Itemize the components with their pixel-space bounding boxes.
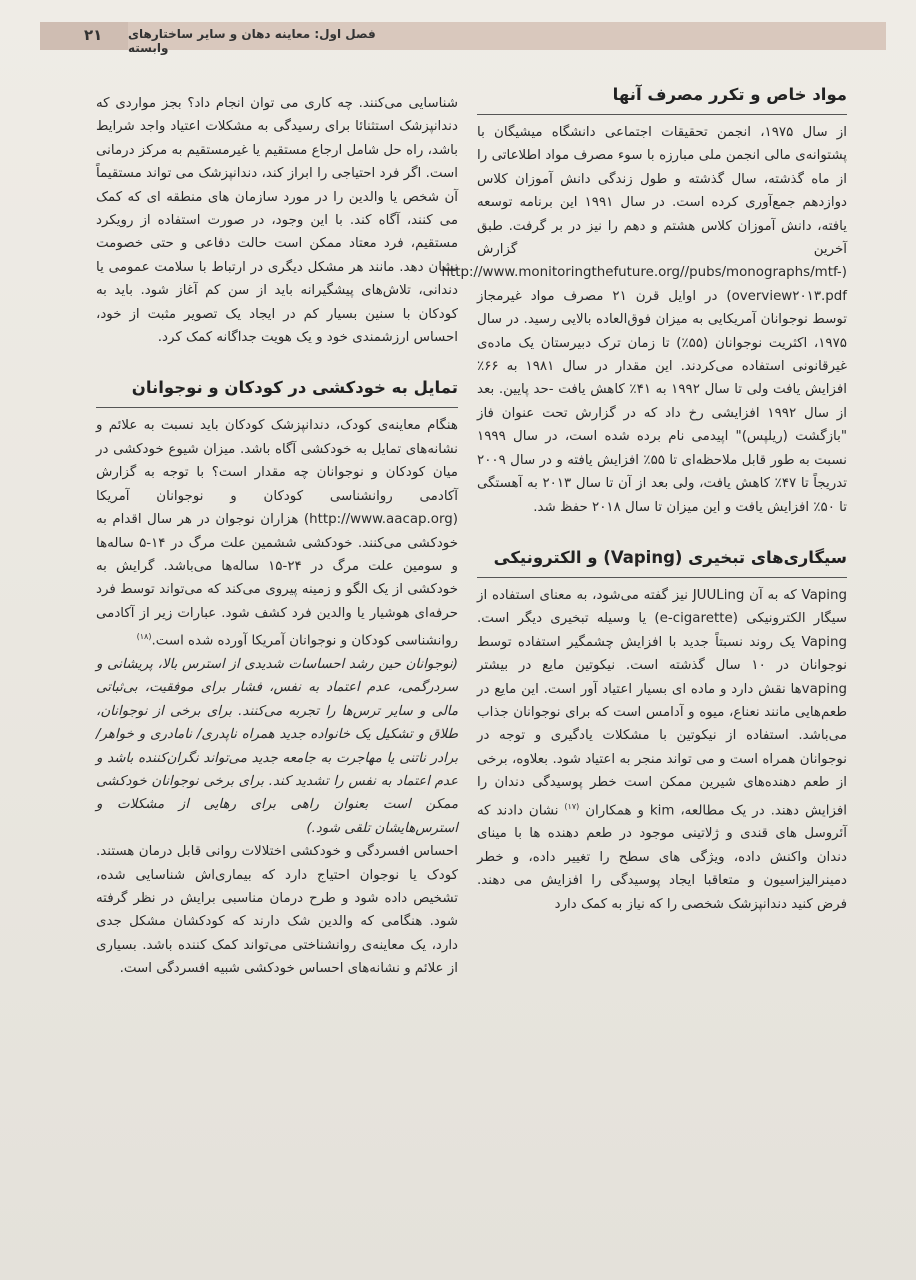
vaping-text-a: Vaping که به آن JUULing نیز گفته می‌شود، به معنای استفاده از سیگار الکترونیکی (e-cigarette) یا وسیله تبخیری دیگر است. Vaping یک روند نسبتاً جدید با افزایش چشمگیر استفاده توسط نوجوانان در ۱۰ سال گذشته است. نیکوتین مایع در بیشتر vapingها نقش دارد و ماده ای بسیار اعتیاد آور است. این مایع در طعم‌هایی مانند نعناع، میوه و آدامس است که برای نوجوانان جذاب می‌باشد. استفاده از نیکوتین با مشکلات یادگیری و توجه در نوجوانان همراه است و می تواند منجر به اعتیاد شود. بعلاوه، برخی از طعم دهنده‌های شیرین ممکن است خطر پوسیدگی دندان را افزایش دهند. در یک مطالعه، kim و همکاران <box>477 587 847 819</box>
paragraph-intro: شناسایی می‌کنند. چه کاری می توان انجام داد؟ بجز مواردی که دندانپزشک استثنائا برای رسیدگی به مشکلات اعتیاد واجد شرایط باشد، راه حل شامل ارجاع مستقیم یا غیرمستقیم به مرکز درمانی است. اگر فرد احتیاجی را ابراز کند، دندانپزشک می تواند مستقیماً آن شخص یا والدین را در مورد سازمان های منطقه ای که کمک می کنند، آگاه کند. با این وجود، در صورت استفاده از رویکرد مستقیم، فرد معتاد ممکن است حالت دفاعی و حتی خصومت نشان دهد. مانند هر مشکل دیگری در ارتباط با سلامت عمومی یا دندانی، تلاش‌های پیشگیرانه باید از سن کم آغاز شود. باید به کودکان با سنین بسیار کم در ایجاد یک تصویر مثبت از خود، احساس ارزشمندی خود و یک هویت جداگانه کمک کرد. <box>96 96 458 346</box>
reference-18: (۱۸) <box>136 632 152 642</box>
section-title-vaping: سیگاری‌های تبخیری (Vaping) و الکترونیکی <box>477 545 847 578</box>
suicide-text: هنگام معاینه‌ی کودک، دندانپزشک کودکان باید نسبت به علائم و نشانه‌های تمایل به خودکشی آگاه باشد. میزان شیوع خودکشی در میان کودکان و نوجوانان چه مقدار است؟ با توجه به گزارش آکادمی روانشناسی کودکان و نوجوانان آمریکا (http://www.aacap.org) هزاران نوجوان در هر سال اقدام به خودکشی می‌کنند. خودکشی ششمین علت مرگ در ۱۴-۵ ساله‌ها و سومین علت مرگ در ۲۴-۱۵ ساله‌ها می‌باشد. گرایش به خودکشی از یک الگو و زمینه پیروی می‌کند که می‌تواند توسط فرد حرفه‌ای هوشیار یا والدین فرد کشف شود. عبارات زیر از آکادمی روانشناسی کودکان و نوجوانان آمریکا آورده شده است. <box>96 418 459 649</box>
section-title-substances: مواد خاص و تکرر مصرف آنها <box>477 82 847 115</box>
right-column <box>441 82 848 916</box>
paragraph-closing: احساس افسردگی و خودکشی اختلالات روانی قابل درمان هستند. کودک یا نوجوان احتیاج دارد که بیماری‌اش شناسایی شده، تشخیص داده شود و طرح درمان مناسبی برایش در نظر گرفته شود. هنگامی که والدین شک دارند که کودکشان مشکل جدی دارد، یک معاینه‌ی روانشناختی می‌تواند کمک کننده باشد. بسیاری از علائم و نشانه‌های احساس خودکشی شبیه افسردگی است. <box>96 844 458 977</box>
left-column <box>96 92 458 981</box>
chapter-title: فصل اول: معاینه دهان و سایر ساختارهای وابسته <box>128 27 376 55</box>
paragraph-vaping <box>477 584 847 916</box>
vaping-text-b: نشان دادند که آئروسل های قندی و ژلاتینی موجود در طعم دهنده ها با مینای دندان واکنش داده، ویژگی های سطح را تغییر داده، و خطر دمینرالیزاسیون و متعاقبا ایجاد پوسیدگی را افزایش می دهند. فرض کنید دندانپزشک شخصی را که نیاز به کمک دارد <box>477 803 847 912</box>
paragraph-substances: از سال ۱۹۷۵، انجمن تحقیقات اجتماعی دانشگاه میشیگان با پشتوانه‌ی مالی انجمن ملی مبارزه با سوء مصرف مواد اطلاعاتی را از ماه گذشته، سال گذشته و طول زندگی دانش آموزان کلاس دوازدهم جمع‌آوری کرده است. در سال ۱۹۹۱ این برنامه توسعه یافته، دانش آموزان کلاس هشتم و دهم را نیز در بر گرفت. طبق آخرین گزارش (http://www.monitoringthefuture.org//pubs/monographs/mtf-overview۲۰۱۳.pdf) در اوایل قرن ۲۱ مصرف مواد غیرمجاز توسط نوجوانان آمریکایی به میزان فوق‌العاده بالایی رسید. در سال ۱۹۷۵، اکثریت نوجوانان (۵۵٪) تا زمان ترک دبیرستان یک ماده‌ی غیرقانونی استفاده می‌کردند. این مقدار در سال ۱۹۸۱ به ۶۶٪ افزایش یافت ولی تا سال ۱۹۹۲ به ۴۱٪ کاهش یافت -حد پایین. بعد از سال ۱۹۹۲ افزایشی رخ داد که در گزارش تحت عنوان فاز "بازگشت (ریلپس)" اپیدمی نام برده شده است، در سال ۱۹۹۹ نسبت به طور قابل ملاحظه‌ای تا ۵۵٪ افزایش یافته و در سال ۲۰۰۹ تدریجاً تا ۴۷٪ کاهش یافت، ولی بعد از آن تا سال ۲۰۱۳ به آهستگی تا ۵۰٪ افزایش یافت و این میزان تا سال ۲۰۱۸ حفظ شد. <box>441 125 848 515</box>
page-number: ۲۱ <box>84 26 103 44</box>
quote-aacap: (نوجوانان حین رشد احساسات شدیدی از استرس بالا، پریشانی و سردرگمی، عدم اعتماد به نفس، فشار برای موفقیت، بی‌ثباتی مالی و سایر ترس‌ها را تجربه می‌کنند. برای برخی از نوجوانان، طلاق و تشکیل یک خانواده جدید همراه ناپدری/ نامادری و خواهر/برادر ناتنی یا مهاجرت به جامعه جدید می‌تواند نگران‌کننده باشد و عدم اعتماد به نفس را تشدید کند. برای برخی نوجوانان خودکشی ممکن است بعنوان راهی برای رهایی از مشکلات و استرس‌هایشان تلقی شود.) <box>96 657 458 836</box>
paragraph-suicide <box>96 414 458 653</box>
section-title-suicide: تمایل به خودکشی در کودکان و نوجوانان <box>96 375 458 408</box>
page-header <box>40 22 886 55</box>
reference-17: (۱۷) <box>564 801 580 811</box>
